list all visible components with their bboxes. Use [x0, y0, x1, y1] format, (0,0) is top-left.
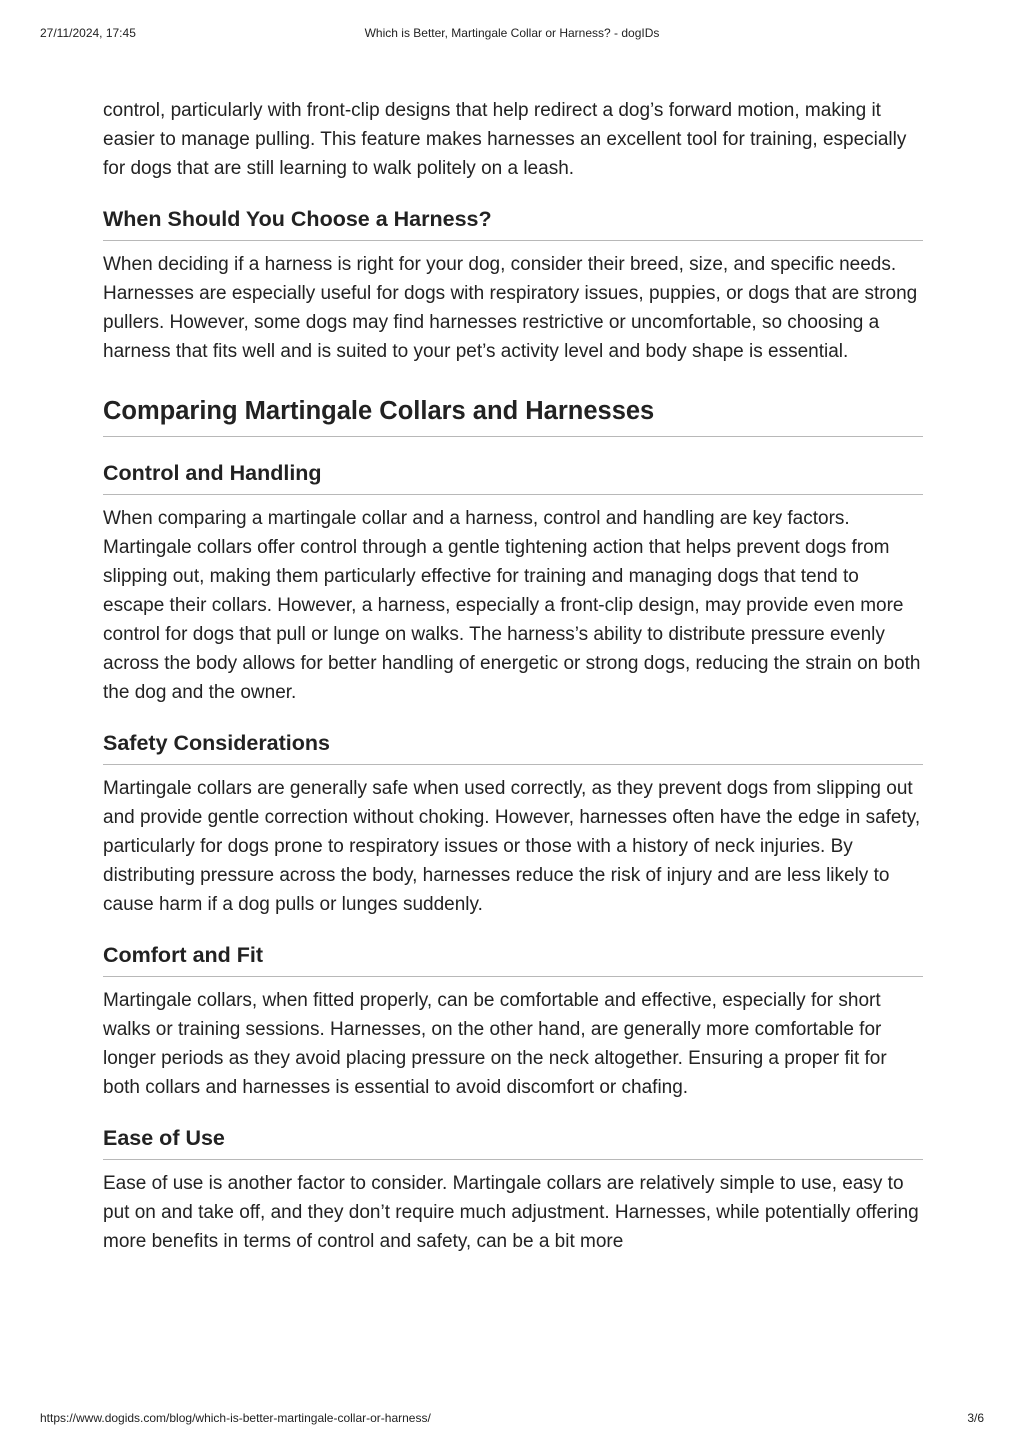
- heading-ease-of-use: Ease of Use: [103, 1124, 923, 1160]
- heading-comfort-fit: Comfort and Fit: [103, 941, 923, 977]
- heading-safety: Safety Considerations: [103, 729, 923, 765]
- print-page-title: Which is Better, Martingale Collar or Harness? - dogIDs: [364, 26, 660, 40]
- print-url: https://www.dogids.com/blog/which-is-better-martingale-collar-or-harness/: [40, 1411, 431, 1425]
- intro-paragraph: control, particularly with front-clip designs that help redirect a dog’s forward motion, making it easier to manage pulling. This feature makes harnesses an excellent tool for training, especially for dogs that are still learning to walk politely on a leash.: [103, 100, 907, 179]
- paragraph-comfort-fit: Martingale collars, when fitted properly, can be comfortable and effective, especially for short walks or training sessions. Harnesses, on the other hand, are generally more comfortable for longer periods as they avoid placing pressure on the neck altogether. Ensuring a proper fit for both collars and harnesses is essential to avoid discomfort or chafing.: [103, 990, 887, 1098]
- paragraph-choose-harness: When deciding if a harness is right for your dog, consider their breed, size, and specific needs. Harnesses are especially useful for dogs with respiratory issues, puppies, or dogs that are strong pullers. However, some dogs may find harnesses restrictive or uncomfortable, so choosing a harness that fits well and is suited to your pet’s activity level and body shape is essential.: [103, 254, 918, 362]
- print-date: 27/11/2024, 17:45: [40, 26, 136, 40]
- print-header: [40, 26, 984, 42]
- paragraph-control-handling: When comparing a martingale collar and a harness, control and handling are key factors. Martingale collars offer control through a gentle tightening action that helps prevent dogs from slipping out, making them particularly effective for training and managing dogs that tend to escape their collars. However, a harness, especially a front-clip design, may provide even more control for dogs that pull or lunge on walks. The harness’s ability to distribute pressure evenly across the body allows for better handling of energetic or strong dogs, reducing the strain on both the dog and the owner.: [103, 508, 921, 703]
- heading-choose-harness: When Should You Choose a Harness?: [103, 205, 923, 241]
- page-number: 3/6: [967, 1411, 984, 1425]
- heading-control-handling: Control and Handling: [103, 459, 923, 495]
- paragraph-safety: Martingale collars are generally safe when used correctly, as they prevent dogs from slipping out and provide gentle correction without choking. However, harnesses often have the edge in safety, particularly for dogs prone to respiratory issues or those with a history of neck injuries. By distributing pressure across the body, harnesses reduce the risk of injury and are less likely to cause harm if a dog pulls or lunges suddenly.: [103, 778, 921, 915]
- article-body: [103, 96, 923, 1256]
- print-footer: [40, 1411, 984, 1427]
- paragraph-ease-of-use: Ease of use is another factor to consider. Martingale collars are relatively simple to use, easy to put on and take off, and they don’t require much adjustment. Harnesses, while potentially offering more benefits in terms of control and safety, can be a bit more: [103, 1173, 919, 1252]
- heading-comparing: Comparing Martingale Collars and Harnesses: [103, 394, 923, 437]
